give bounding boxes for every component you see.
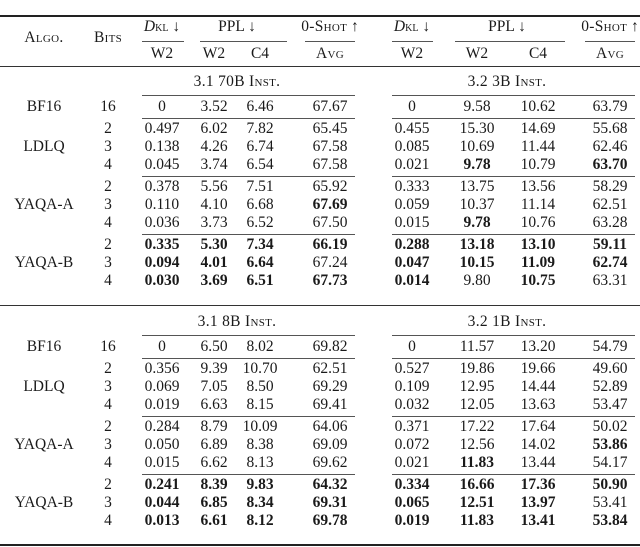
arrow-down-icon: ↓ <box>168 18 181 35</box>
dkl-symbol: D <box>393 18 406 35</box>
value-cell: 62.46 <box>592 138 628 155</box>
value-cell: 9.58 <box>463 98 491 115</box>
value-cell: 67.24 <box>312 254 348 271</box>
value-cell: 10.62 <box>520 98 556 115</box>
arrow-up-icon: ↑ <box>347 18 359 35</box>
bits-cell: 16 <box>100 98 116 115</box>
value-cell: 0 <box>408 98 416 115</box>
value-cell: 13.75 <box>459 178 495 195</box>
model-label-left: 3.1 70B Inst. <box>193 73 281 90</box>
value-cell: 0 <box>158 338 166 355</box>
value-cell: 14.02 <box>520 436 556 453</box>
group-cmidrule-right <box>392 358 635 359</box>
value-cell: 0.333 <box>394 178 430 195</box>
value-cell: 12.56 <box>459 436 495 453</box>
bits-cell: 2 <box>104 360 112 377</box>
value-cell: 0.032 <box>394 396 430 413</box>
value-cell: 17.64 <box>520 418 556 435</box>
value-cell: 8.79 <box>200 418 228 435</box>
value-cell: 0.334 <box>394 476 430 493</box>
value-cell: 11.44 <box>520 138 556 155</box>
value-cell: 14.69 <box>520 120 556 137</box>
subheader-c4: C4 <box>250 45 270 62</box>
algo-label: LDLQ <box>23 138 65 155</box>
value-cell: 11.09 <box>520 254 556 271</box>
algo-label: YAQA-A <box>14 436 74 453</box>
value-cell: 5.56 <box>200 178 228 195</box>
header-bits: Bits <box>93 29 123 46</box>
arrow-down-icon: ↓ <box>514 18 526 35</box>
value-cell: 0.527 <box>394 360 430 377</box>
value-cell: 6.50 <box>200 338 228 355</box>
value-cell: 0.072 <box>394 436 430 453</box>
header-cmidrule <box>305 41 355 42</box>
value-cell: 53.84 <box>592 512 628 529</box>
value-cell: 10.15 <box>459 254 495 271</box>
bits-cell: 3 <box>104 254 112 271</box>
value-cell: 0.085 <box>394 138 430 155</box>
algo-label: BF16 <box>26 98 62 115</box>
value-cell: 0.109 <box>394 378 430 395</box>
value-cell: 8.15 <box>246 396 274 413</box>
bits-cell: 3 <box>104 138 112 155</box>
value-cell: 9.78 <box>463 156 491 173</box>
value-cell: 69.29 <box>312 378 348 395</box>
value-cell: 69.09 <box>312 436 348 453</box>
group-cmidrule-left <box>142 176 355 177</box>
value-cell: 6.62 <box>200 454 228 471</box>
value-cell: 19.66 <box>520 360 556 377</box>
value-cell: 9.80 <box>463 272 491 289</box>
value-cell: 19.86 <box>459 360 495 377</box>
algo-label: BF16 <box>26 338 62 355</box>
value-cell: 0.019 <box>394 512 430 529</box>
model-cmidrule-right <box>392 95 635 96</box>
value-cell: 67.67 <box>312 98 348 115</box>
value-cell: 64.32 <box>312 476 348 493</box>
group-cmidrule-right <box>392 234 635 235</box>
value-cell: 0.094 <box>144 254 180 271</box>
header-group-label: PPL <box>218 18 245 35</box>
value-cell: 0.045 <box>144 156 180 173</box>
value-cell: 4.26 <box>200 138 228 155</box>
value-cell: 65.45 <box>312 120 348 137</box>
group-cmidrule-right <box>392 474 635 475</box>
header-group-label: PPL <box>488 18 515 35</box>
value-cell: 6.85 <box>200 494 228 511</box>
value-cell: 0 <box>158 98 166 115</box>
model-cmidrule-right <box>392 335 635 336</box>
value-cell: 69.41 <box>312 396 348 413</box>
bits-cell: 2 <box>104 476 112 493</box>
algo-label: YAQA-B <box>14 494 74 511</box>
value-cell: 6.68 <box>246 196 274 213</box>
value-cell: 50.90 <box>592 476 628 493</box>
value-cell: 13.56 <box>520 178 556 195</box>
header-cmidrule <box>455 41 565 42</box>
value-cell: 13.41 <box>520 512 556 529</box>
value-cell: 69.78 <box>312 512 348 529</box>
section-rule <box>0 305 640 306</box>
bits-cell: 2 <box>104 178 112 195</box>
value-cell: 6.02 <box>200 120 228 137</box>
value-cell: 8.39 <box>200 476 228 493</box>
top-rule <box>0 15 640 17</box>
bits-cell: 2 <box>104 418 112 435</box>
value-cell: 8.12 <box>246 512 274 529</box>
algo-label: YAQA-B <box>14 254 74 271</box>
value-cell: 0.050 <box>144 436 180 453</box>
value-cell: 10.37 <box>459 196 495 213</box>
value-cell: 62.51 <box>312 360 348 377</box>
model-label-left: 3.1 8B Inst. <box>197 313 277 330</box>
value-cell: 14.44 <box>520 378 556 395</box>
bits-cell: 4 <box>104 512 112 529</box>
header-group-5 <box>581 18 639 36</box>
value-cell: 65.92 <box>312 178 348 195</box>
subheader-w2: W2 <box>400 45 424 62</box>
header-cmidrule <box>392 41 433 42</box>
bits-cell: 16 <box>100 338 116 355</box>
value-cell: 0.356 <box>144 360 180 377</box>
group-cmidrule-left <box>142 234 355 235</box>
value-cell: 69.82 <box>312 338 348 355</box>
value-cell: 8.02 <box>246 338 274 355</box>
value-cell: 63.79 <box>592 98 628 115</box>
value-cell: 12.05 <box>459 396 495 413</box>
header-cmidrule <box>142 41 184 42</box>
subheader-c4: C4 <box>528 45 548 62</box>
group-cmidrule-right <box>392 176 635 177</box>
bits-cell: 3 <box>104 378 112 395</box>
value-cell: 13.18 <box>459 236 495 253</box>
bits-cell: 3 <box>104 436 112 453</box>
value-cell: 6.51 <box>246 272 274 289</box>
bits-cell: 4 <box>104 156 112 173</box>
value-cell: 69.62 <box>312 454 348 471</box>
value-cell: 0.015 <box>394 214 430 231</box>
value-cell: 62.51 <box>592 196 628 213</box>
arrow-down-icon: ↓ <box>418 18 431 35</box>
value-cell: 8.13 <box>246 454 274 471</box>
value-cell: 0.021 <box>394 156 430 173</box>
subheader-avg: Avg <box>316 45 344 62</box>
value-cell: 11.83 <box>459 512 495 529</box>
value-cell: 10.09 <box>242 418 278 435</box>
bits-cell: 4 <box>104 396 112 413</box>
value-cell: 13.97 <box>520 494 556 511</box>
header-group-label: 0-Shot <box>301 18 348 35</box>
value-cell: 58.29 <box>592 178 628 195</box>
group-cmidrule-left <box>142 118 355 119</box>
value-cell: 67.73 <box>312 272 348 289</box>
value-cell: 12.51 <box>459 494 495 511</box>
value-cell: 5.30 <box>200 236 228 253</box>
value-cell: 6.54 <box>246 156 274 173</box>
value-cell: 0.455 <box>394 120 430 137</box>
group-cmidrule-right <box>392 416 635 417</box>
subheader-w2: W2 <box>202 45 226 62</box>
value-cell: 55.68 <box>592 120 628 137</box>
value-cell: 7.05 <box>200 378 228 395</box>
value-cell: 17.36 <box>520 476 556 493</box>
value-cell: 0.013 <box>144 512 180 529</box>
value-cell: 3.69 <box>200 272 228 289</box>
value-cell: 0.284 <box>144 418 180 435</box>
value-cell: 0.497 <box>144 120 180 137</box>
bits-cell: 4 <box>104 454 112 471</box>
value-cell: 3.73 <box>200 214 228 231</box>
value-cell: 0.110 <box>144 196 180 213</box>
group-cmidrule-left <box>142 358 355 359</box>
value-cell: 6.89 <box>200 436 228 453</box>
value-cell: 7.82 <box>246 120 274 137</box>
value-cell: 9.78 <box>463 214 491 231</box>
value-cell: 67.58 <box>312 138 348 155</box>
value-cell: 66.19 <box>312 236 348 253</box>
value-cell: 0.021 <box>394 454 430 471</box>
algo-label: YAQA-A <box>14 196 74 213</box>
value-cell: 53.41 <box>592 494 628 511</box>
value-cell: 63.28 <box>592 214 628 231</box>
header-group-3 <box>394 18 430 38</box>
value-cell: 0.138 <box>144 138 180 155</box>
value-cell: 64.06 <box>312 418 348 435</box>
value-cell: 6.61 <box>200 512 228 529</box>
value-cell: 17.22 <box>459 418 495 435</box>
model-cmidrule-left <box>142 335 355 336</box>
dkl-subscript: KL <box>155 23 169 34</box>
value-cell: 15.30 <box>459 120 495 137</box>
bits-cell: 4 <box>104 272 112 289</box>
dkl-subscript: KL <box>405 23 419 34</box>
arrow-up-icon: ↑ <box>627 18 639 35</box>
bits-cell: 3 <box>104 494 112 511</box>
dkl-symbol: D <box>143 18 156 35</box>
value-cell: 0.019 <box>144 396 180 413</box>
subheader-avg: Avg <box>596 45 624 62</box>
value-cell: 0.015 <box>144 454 180 471</box>
subheader-w2: W2 <box>150 45 174 62</box>
value-cell: 63.70 <box>592 156 628 173</box>
value-cell: 50.02 <box>592 418 628 435</box>
value-cell: 7.34 <box>246 236 274 253</box>
algo-label: LDLQ <box>23 378 65 395</box>
bits-cell: 3 <box>104 196 112 213</box>
value-cell: 6.74 <box>246 138 274 155</box>
value-cell: 52.89 <box>592 378 628 395</box>
value-cell: 67.58 <box>312 156 348 173</box>
value-cell: 69.31 <box>312 494 348 511</box>
value-cell: 0.014 <box>394 272 430 289</box>
value-cell: 7.51 <box>246 178 274 195</box>
value-cell: 9.39 <box>200 360 228 377</box>
header-group-4 <box>488 18 526 36</box>
value-cell: 8.38 <box>246 436 274 453</box>
value-cell: 0.044 <box>144 494 180 511</box>
bottom-rule <box>0 544 640 546</box>
header-group-label: 0-Shot <box>581 18 628 35</box>
bits-cell: 2 <box>104 236 112 253</box>
value-cell: 54.17 <box>592 454 628 471</box>
value-cell: 9.83 <box>246 476 274 493</box>
value-cell: 0.059 <box>394 196 430 213</box>
value-cell: 16.66 <box>459 476 495 493</box>
value-cell: 6.64 <box>246 254 274 271</box>
arrow-down-icon: ↓ <box>244 18 256 35</box>
value-cell: 53.47 <box>592 396 628 413</box>
value-cell: 12.95 <box>459 378 495 395</box>
group-cmidrule-left <box>142 474 355 475</box>
header-group-2 <box>301 18 359 36</box>
value-cell: 0.036 <box>144 214 180 231</box>
value-cell: 63.31 <box>592 272 628 289</box>
value-cell: 8.50 <box>246 378 274 395</box>
value-cell: 0.335 <box>144 236 180 253</box>
header-group-1 <box>218 18 256 36</box>
value-cell: 0.378 <box>144 178 180 195</box>
value-cell: 10.79 <box>520 156 556 173</box>
model-label-right: 3.2 1B Inst. <box>467 313 547 330</box>
value-cell: 11.14 <box>520 196 556 213</box>
value-cell: 10.76 <box>520 214 556 231</box>
value-cell: 6.46 <box>246 98 274 115</box>
value-cell: 8.34 <box>246 494 274 511</box>
subheader-w2: W2 <box>465 45 489 62</box>
value-cell: 0.241 <box>144 476 180 493</box>
value-cell: 49.60 <box>592 360 628 377</box>
value-cell: 0 <box>408 338 416 355</box>
value-cell: 6.52 <box>246 214 274 231</box>
value-cell: 4.10 <box>200 196 228 213</box>
value-cell: 10.70 <box>242 360 278 377</box>
value-cell: 3.74 <box>200 156 228 173</box>
value-cell: 54.79 <box>592 338 628 355</box>
value-cell: 3.52 <box>200 98 228 115</box>
value-cell: 10.69 <box>459 138 495 155</box>
value-cell: 67.50 <box>312 214 348 231</box>
header-rule <box>0 66 640 67</box>
value-cell: 10.75 <box>520 272 556 289</box>
value-cell: 13.44 <box>520 454 556 471</box>
value-cell: 11.57 <box>459 338 495 355</box>
value-cell: 67.69 <box>312 196 348 213</box>
value-cell: 0.030 <box>144 272 180 289</box>
group-cmidrule-left <box>142 416 355 417</box>
value-cell: 11.83 <box>459 454 495 471</box>
value-cell: 0.065 <box>394 494 430 511</box>
value-cell: 0.371 <box>394 418 430 435</box>
model-label-right: 3.2 3B Inst. <box>467 73 547 90</box>
header-algo: Algo. <box>24 29 64 46</box>
header-cmidrule <box>200 41 287 42</box>
value-cell: 53.86 <box>592 436 628 453</box>
value-cell: 62.74 <box>592 254 628 271</box>
bits-cell: 2 <box>104 120 112 137</box>
value-cell: 59.11 <box>592 236 628 253</box>
value-cell: 0.288 <box>394 236 430 253</box>
value-cell: 13.10 <box>520 236 556 253</box>
header-group-0 <box>144 18 180 38</box>
group-cmidrule-right <box>392 118 635 119</box>
bits-cell: 4 <box>104 214 112 231</box>
value-cell: 13.63 <box>520 396 556 413</box>
value-cell: 4.01 <box>200 254 228 271</box>
header-cmidrule <box>585 41 635 42</box>
model-cmidrule-left <box>142 95 355 96</box>
value-cell: 0.069 <box>144 378 180 395</box>
value-cell: 13.20 <box>520 338 556 355</box>
value-cell: 0.047 <box>394 254 430 271</box>
value-cell: 6.63 <box>200 396 228 413</box>
